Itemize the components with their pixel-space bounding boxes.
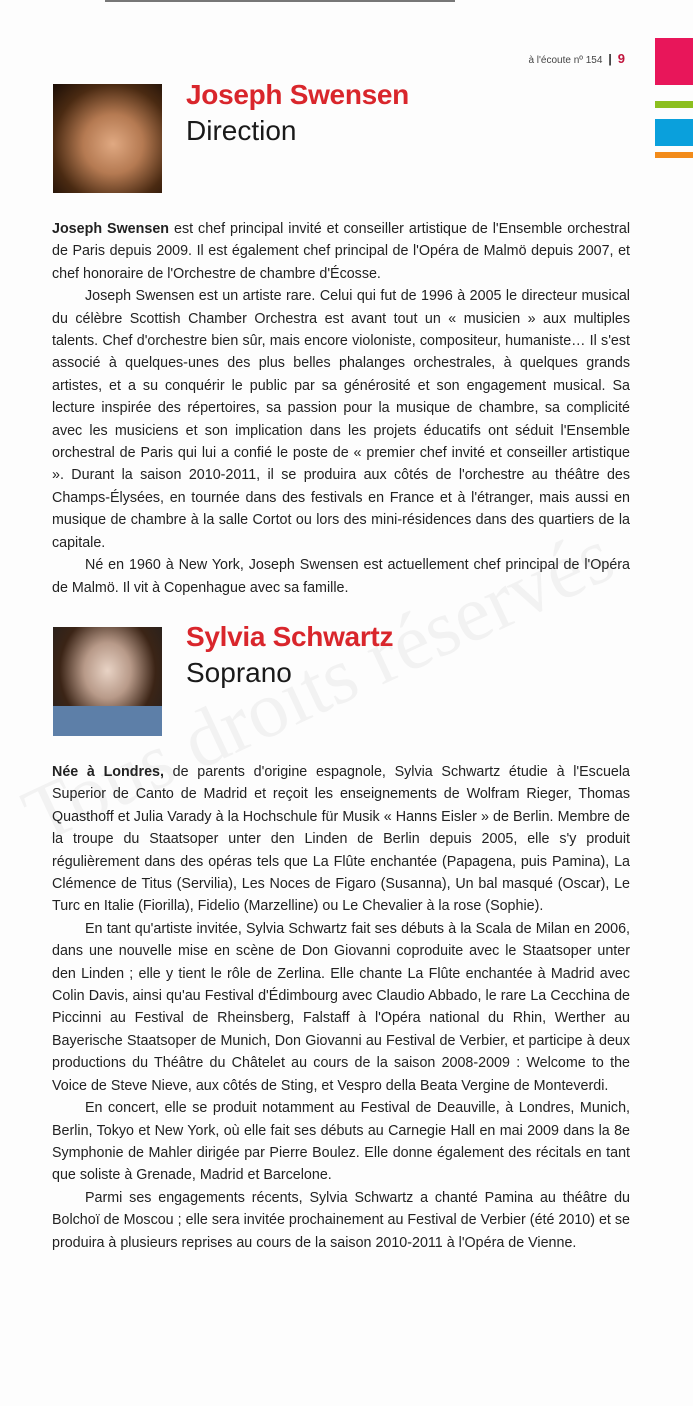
section-tab-orange: [655, 152, 693, 158]
bio-paragraph: [52, 918, 630, 1097]
top-rule: [105, 0, 455, 2]
running-header: [528, 51, 625, 66]
artist-role: Soprano: [186, 657, 292, 688]
bio-lead: Née à Londres,: [52, 764, 164, 780]
artist-photo-swensen: [53, 84, 162, 193]
bio-paragraph: [52, 218, 630, 285]
bio-paragraph: [52, 554, 630, 599]
bio-text: En tant qu'artiste invitée, Sylvia Schwartz fait ses débuts à la Scala de Milan en 2006, dans une nouvelle mise en scène de Don Giovanni coproduite avec le Staatsoper unter den Linden ; elle y tient le rôle de Zerlina. Elle chante La Flûte enchantée à Madrid avec Colin Davis, ainsi qu'au Festival d'Édimbourg avec Claudio Abbado, le rare La Cecchina de Piccinni au Festival de Rheinsberg, Falstaff à l'Opéra national du Rhin, Werther au Bayerische Staatsoper de Munich, Don Giovanni au Festival de Verbier, et participe à deux productions du Théâtre du Châtelet au cours de la saison 2008-2009 : Welcome to the Voice de Steve Nieve, aux côtés de Sting, et Vespro della Beata Vergine de Monteverdi.: [52, 920, 630, 1094]
artist-photo-schwartz: [53, 627, 162, 736]
bio-text: Parmi ses engagements récents, Sylvia Schwartz a chanté Pamina au théâtre du Bolchoï de Moscou ; elle sera invitée prochainement au Festival de Verbier (été 2010) et se produira à plusieurs reprises au cours de la saison 2010-2011 à l'Opéra de Vienne.: [52, 1189, 630, 1251]
section-tab-blue: [655, 119, 693, 146]
artist-role: Direction: [186, 115, 297, 146]
bio-paragraph: [52, 1097, 630, 1187]
section-tab-green: [655, 101, 693, 108]
bio-paragraph: [52, 1187, 630, 1254]
bio-lead: Joseph Swensen: [52, 221, 170, 237]
artist-name: Joseph Swensen: [186, 79, 409, 110]
bio-text: Né en 1960 à New York, Joseph Swensen est actuellement chef principal de l'Opéra de Malmö. Il vit à Copenhague avec sa famille.: [52, 557, 630, 596]
artist-bio: [52, 761, 630, 1254]
bio-paragraph: [52, 761, 630, 918]
bio-text: Joseph Swensen est un artiste rare. Celui qui fut de 1996 à 2005 le directeur musical du célèbre Scottish Chamber Orchestra est avant tout un « musicien » aux multiples talents. Chef d'orchestre bien sûr, mais encore violoniste, compositeur, humaniste… Il s'est associé à quelques-unes des plus belles phalanges orchestrales, à quelques grands artistes, et a su conquérir le public par sa générosité et son engagement musical. Sa lecture inspirée des répertoires, sa passion pour la musique de chambre, sa complicité avec les musiciens et son implication dans les projets éducatifs ont séduit l'Ensemble orchestral de Paris qui lui a confié le poste de « premier chef invité et conseiller artistique ». Durant la saison 2010-2011, il se produira aux côtés de l'orchestre au théâtre des Champs-Élysées, en tournée dans des festivals en France et à l'étranger, mais aussi en musique de chambre à la salle Cortot ou lors des mini-résidences dans des quartiers de la capitale.: [52, 288, 630, 551]
bio-text: de parents d'origine espagnole, Sylvia Schwartz étudie à l'Escuela Superior de Canto de Madrid et reçoit les enseignements de Wolfram Rieger, Thomas Quasthoff et Julia Varady à la Hochschule für Musik « Hanns Eisler » de Berlin. Membre de la troupe du Staatsoper unter den Linden de Berlin depuis 2005, elle s'y produit régulièrement dans des opéras tels que La Flûte enchantée (Papagena, puis Pamina), La Clémence de Titus (Servilia), Les Noces de Figaro (Susanna), Un bal masqué (Oscar), Le Turc en Italie (Fiorilla), Fidelio (Marzelline) ou Le Chevalier à la rose (Sophie).: [52, 764, 630, 915]
bio-text: est chef principal invité et conseiller artistique de l'Ensemble orchestral de Paris depuis 2009. Il est également chef principal de l'Opéra de Malmö depuis 2007, et chef honoraire de l'Orchestre de chambre d'Écosse.: [52, 221, 630, 282]
header-separator: |: [608, 52, 612, 66]
bio-text: En concert, elle se produit notamment au Festival de Deauville, à Londres, Munich, Berlin, Tokyo et New York, où elle fait ses débuts au Carnegie Hall en mai 2009 dans la 8e Symphonie de Mahler dirigée par Pierre Boulez. Elle donne également des récitals en tant que soliste à Grenade, Madrid et Barcelone.: [52, 1100, 630, 1184]
artist-name: Sylvia Schwartz: [186, 621, 394, 652]
bio-paragraph: [52, 285, 630, 554]
section-tab-pink: [655, 38, 693, 85]
artist-bio: [52, 218, 630, 599]
issue-label: à l'écoute nº 154: [528, 55, 603, 66]
page-number: 9: [617, 51, 625, 66]
